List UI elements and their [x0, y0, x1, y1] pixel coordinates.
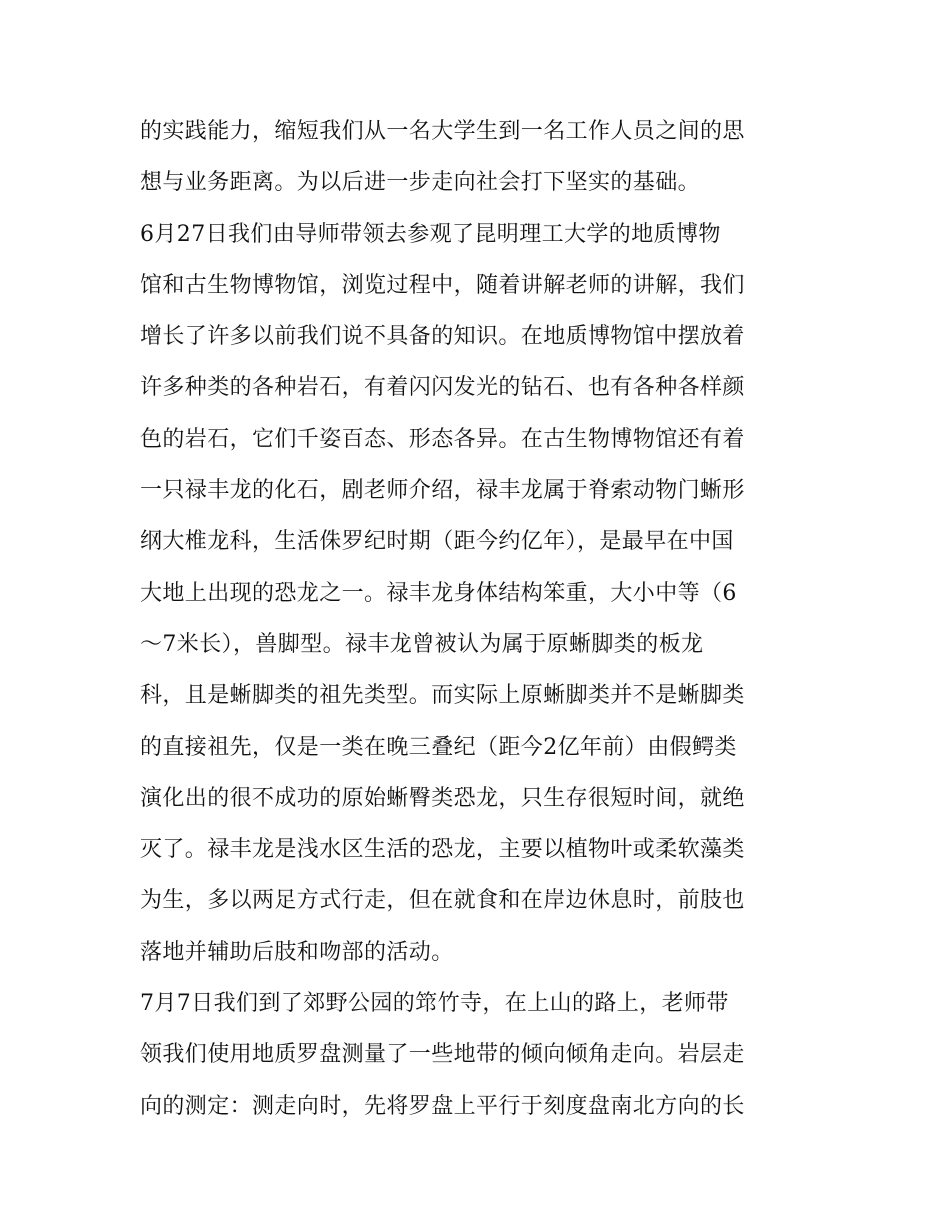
- text-line: 向的测定：测走向时，先将罗盘上平行于刻度盘南北方向的长: [140, 1093, 745, 1119]
- text-line: 灭了。禄丰龙是浅水区生活的恐龙，主要以植物叶或柔软藻类: [140, 837, 745, 863]
- text-line: 大地上出现的恐龙之一。禄丰龙身体结构笨重，大小中等（6: [140, 580, 737, 606]
- text-line: 科，且是蜥脚类的祖先类型。而实际上原蜥脚类并不是蜥脚类: [140, 683, 745, 709]
- text-line: 色的岩石，它们千姿百态、形态各异。在古生物博物馆还有着: [140, 426, 745, 452]
- text-line: 的实践能力，缩短我们从一名大学生到一名工作人员之间的思: [140, 119, 745, 144]
- text-line: 的直接祖先，仅是一类在晚三叠纪（距今2亿年前）由假鳄类: [140, 734, 737, 760]
- text-line: 为生，多以两足方式行走，但在就食和在岸边休息时，前肢也: [140, 888, 745, 914]
- text-line: 6月27日我们由导师带领去参观了昆明理工大学的地质博物: [140, 221, 721, 247]
- text-line: 领我们使用地质罗盘测量了一些地带的倾向倾角走向。岩层走: [140, 1042, 745, 1068]
- text-line: 落地并辅助后肢和吻部的活动。: [140, 939, 454, 965]
- text-line: 演化出的很不成功的原始蜥臀类恐龙，只生存很短时间，就绝: [140, 785, 745, 811]
- body-text: [140, 106, 820, 1132]
- text-line: 馆和古生物博物馆，浏览过程中，随着讲解老师的讲解，我们: [140, 272, 745, 298]
- text-line: 一只禄丰龙的化石，剧老师介绍，禄丰龙属于脊索动物门蜥形: [140, 478, 745, 504]
- text-line: 想与业务距离。为以后进一步走向社会打下坚实的基础。: [140, 170, 701, 196]
- text-line: 许多种类的各种岩石，有着闪闪发光的钻石、也有各种各样颜: [140, 375, 745, 401]
- text-line: 纲大椎龙科，生活侏罗纪时期（距今约亿年），是最早在中国: [140, 529, 734, 555]
- text-line: ～7米长），兽脚型。禄丰龙曾被认为属于原蜥脚类的板龙: [140, 631, 704, 657]
- text-line: 7月7日我们到了郊野公园的筇竹寺，在上山的路上，老师带: [140, 991, 729, 1017]
- text-line: 增长了许多以前我们说不具备的知识。在地质博物馆中摆放着: [140, 324, 745, 350]
